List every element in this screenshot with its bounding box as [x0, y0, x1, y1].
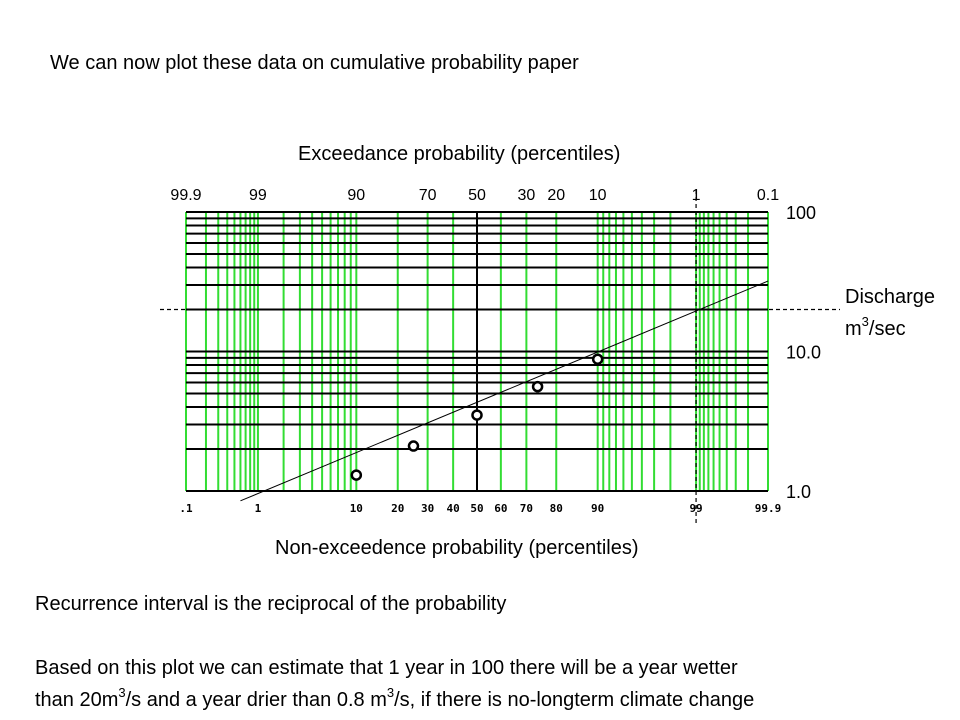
top-tick-label: 1	[691, 187, 701, 204]
estimate-text-a: than 20m	[35, 689, 119, 711]
bottom-tick-label: 30	[420, 502, 435, 515]
data-point	[593, 355, 602, 364]
top-axis-title: Exceedance probability (percentiles)	[298, 143, 621, 165]
estimate-line-2	[35, 685, 755, 712]
y-axis-unit-m: m	[845, 318, 862, 340]
y-axis-unit-sec: /sec	[868, 318, 906, 340]
recurrence-note: Recurrence interval is the reciprocal of the probability	[35, 593, 507, 615]
y-axis-label: Discharge	[845, 286, 936, 308]
y-axis-unit-sup: 3	[861, 314, 869, 329]
y-tick-label: 1.0	[786, 482, 812, 502]
estimate-line-1: Based on this plot we can estimate that 1 year in 100 there will be a year wetter	[35, 657, 738, 679]
estimate-text-b: /s and a year drier than 0.8 m	[125, 689, 387, 711]
data-point	[409, 442, 418, 451]
bottom-tick-label: 99	[689, 502, 703, 515]
bottom-tick-label: 99.9	[754, 502, 782, 515]
bottom-tick-label: 10	[349, 502, 363, 515]
fit-line	[240, 281, 768, 501]
bottom-tick-label: 1	[254, 502, 262, 515]
top-tick-label: 50	[468, 187, 486, 204]
bottom-tick-label: 90	[591, 502, 605, 515]
top-tick-label: 30	[517, 187, 536, 204]
y-tick-label: 10.0	[786, 342, 822, 363]
top-tick-label: 10	[588, 187, 607, 204]
estimate-sup-2: 3	[386, 685, 395, 700]
heading: We can now plot these data on cumulative probability paper	[50, 52, 579, 74]
top-tick-label: 0.1	[756, 187, 780, 204]
bottom-axis-title: Non-exceedence probability (percentiles)	[275, 537, 639, 559]
bottom-tick-label: .1	[179, 502, 193, 515]
top-tick-label: 20	[547, 187, 566, 204]
top-tick-label: 99.9	[170, 187, 202, 204]
top-tick-label: 99	[249, 187, 267, 204]
bottom-tick-label: 70	[519, 502, 534, 515]
data-point	[533, 382, 542, 391]
bottom-tick-label: 50	[470, 502, 484, 515]
top-tick-label: 90	[347, 187, 366, 204]
estimate-text-c: /s, if there is no-longterm climate change	[394, 689, 755, 711]
data-point	[352, 471, 361, 480]
top-tick-label: 70	[418, 187, 437, 204]
estimate-sup-1: 3	[118, 685, 126, 700]
bottom-tick-label: 80	[549, 502, 563, 515]
bottom-tick-label: 20	[391, 502, 405, 515]
bottom-tick-label: 40	[446, 502, 460, 515]
bottom-tick-label: 60	[494, 502, 508, 515]
y-tick-label: 100	[786, 203, 817, 223]
data-point	[473, 411, 482, 420]
